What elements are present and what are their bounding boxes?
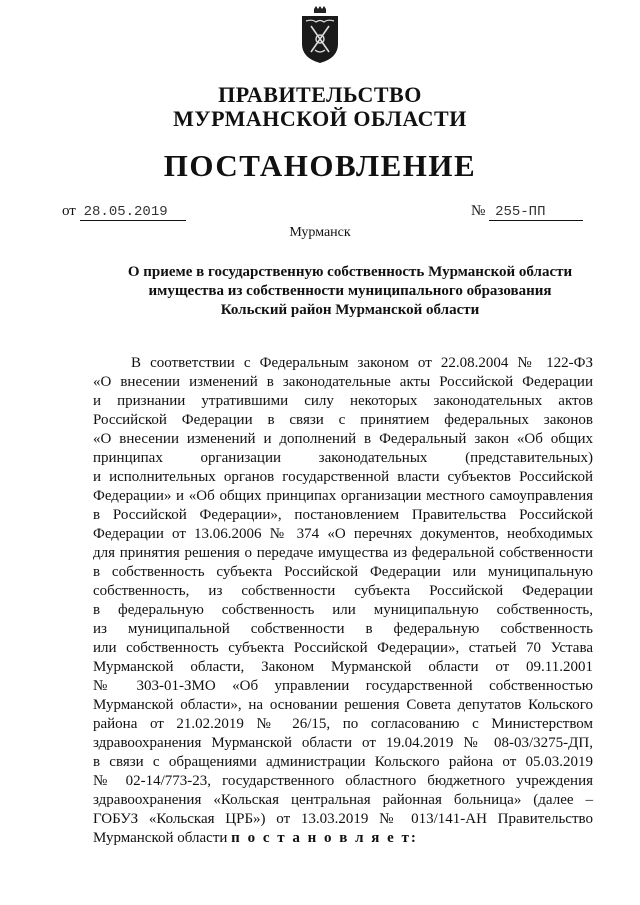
city-name: Мурманск <box>289 225 351 240</box>
date-value: 28.05.2019 <box>80 204 186 221</box>
body-line: № 303-01-ЗМО «Об управлении государственной собственностью <box>93 678 593 694</box>
body-line: «О внесении изменений в законодательные акты Российской Федерации <box>93 374 593 390</box>
document-type-heading: ПОСТАНОВЛЕНИЕ <box>163 148 477 183</box>
number-prefix: № <box>471 203 486 219</box>
document-date <box>62 203 186 221</box>
body-closing-line <box>93 829 593 848</box>
body-line: Федерации» и «Об общих принципах организации местного самоуправления <box>93 488 593 504</box>
body-line: в федеральную собственность или муниципальную собственность, <box>93 602 593 618</box>
body-line: в Российской Федерации», постановлением Правительства Российской <box>93 507 593 523</box>
body-line: Федерации от 13.06.2006 № 374 «О перечнях документов, необходимых <box>93 526 593 542</box>
body-line: принципах организации законодательных (представительных) <box>93 450 593 466</box>
body-line: здравоохранения Мурманской области от 19.04.2019 № 08-03/3275-ДП, <box>93 735 593 751</box>
body-line: в связи с обращениями администрации Кольского района от 05.03.2019 <box>93 754 593 770</box>
government-name-line2: МУРМАНСКОЙ ОБЛАСТИ <box>173 106 467 131</box>
body-line: для принятия решения о передаче имущества из федеральной собственности <box>93 545 593 561</box>
government-name-line1: ПРАВИТЕЛЬСТВО <box>218 82 422 107</box>
body-line: в собственность субъекта Российской Федерации или муниципальную <box>93 564 593 580</box>
body-line: района от 21.02.2019 № 26/15, по согласованию с Министерством <box>93 716 593 732</box>
body-line: и исполнительных органов государственной власти субъектов Российской <box>93 469 593 485</box>
body-line: Российской Федерации в связи с принятием федеральных законов <box>93 412 593 428</box>
title-line: имущества из собственности муниципального образования <box>148 283 552 299</box>
document-body <box>93 354 593 848</box>
body-line: из муниципальной собственности в федеральную собственность <box>93 621 593 637</box>
body-line: № 02-14/773-23, государственного областного бюджетного учреждения <box>93 773 593 789</box>
body-line: или собственность субъекта Российской Федерации», статьей 70 Устава <box>93 640 593 656</box>
title-line: Кольский район Мурманской области <box>220 302 480 318</box>
body-line: и признании утратившими силу некоторых законодательных актов <box>93 393 593 409</box>
body-line: здравоохранения «Кольская центральная районная больница» (далее – <box>93 792 593 808</box>
body-line: Мурманской области, Законом Мурманской области от 09.11.2001 <box>93 659 593 675</box>
document-number <box>471 203 583 221</box>
body-line: «О внесении изменений и дополнений в Федеральный закон «Об общих <box>93 431 593 447</box>
coat-of-arms-emblem <box>300 6 340 64</box>
body-line: Мурманской области», на основании решения Совета депутатов Кольского <box>93 697 593 713</box>
title-line: О приеме в государственную собственность Мурманской области <box>127 264 573 280</box>
number-value: 255-ПП <box>489 204 583 221</box>
date-prefix: от <box>62 203 76 219</box>
closing-text: Мурманской области <box>93 830 228 846</box>
body-line: В соответствии с Федеральным законом от 22.08.2004 № 122-ФЗ <box>131 355 593 371</box>
resolution-keyword: п о с т а н о в л я е т: <box>231 830 418 846</box>
body-line: ГОБУЗ «Кольская ЦРБ») от 13.03.2019 № 013/141-АН Правительство <box>93 811 593 827</box>
document-title <box>0 263 640 320</box>
body-line: собственность, из собственности субъекта Российской Федерации <box>93 583 593 599</box>
